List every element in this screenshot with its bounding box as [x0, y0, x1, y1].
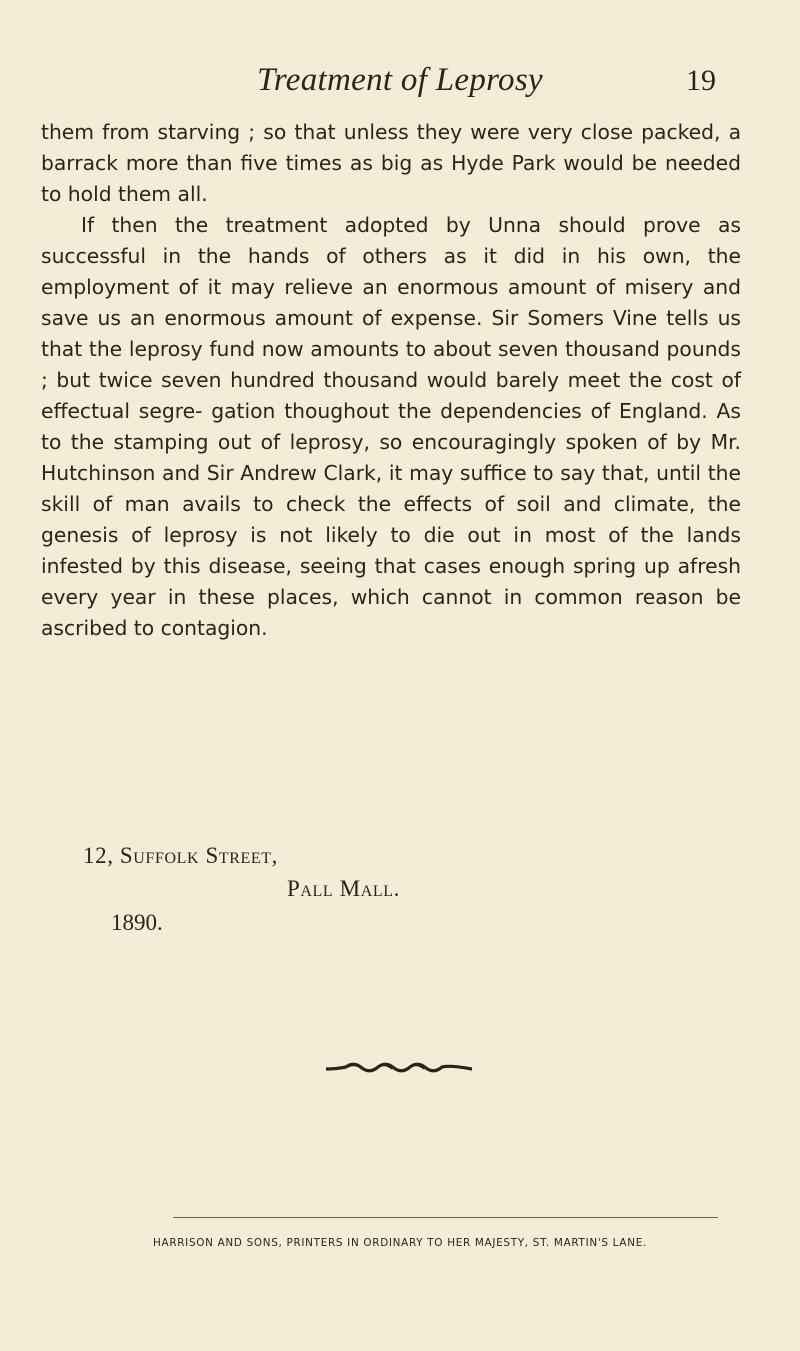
page-number: 19	[686, 64, 716, 97]
running-title: Treatment of Leprosy	[257, 62, 543, 98]
signature-year: 1890.	[111, 910, 163, 935]
running-head	[0, 62, 800, 102]
footer-rule	[173, 1217, 718, 1218]
ornament-rule-icon	[326, 1060, 472, 1079]
body-text	[41, 117, 741, 644]
paragraph-2: If then the treatment adopted by Unna should prove as successful in the hands of others as it did in his own, the employment of it may relieve an enormous amount of misery and save us an enormous amount of expense. Sir Somers Vine tells us that the leprosy fund now amounts to about seven thousand pounds ; but twice seven hundred thousand would barely meet the cost of effectual segre- gation thoughout the dependencies of England. As to the stamping out of leprosy, so encouragingly spoken of by Mr. Hutchinson and Sir Andrew Clark, it may suffice to say that, until the skill of man avails to check the effects of soil and climate, the genesis of leprosy is not likely to die out in most of the lands infested by this disease, seeing that cases enough spring up afresh every year in these places, which cannot in common reason be ascribed to contagion.	[41, 213, 741, 640]
paragraph-1: them from starving ; so that unless they were very close packed, a barrack more than five times as big as Hyde Park would be needed to hold them all.	[41, 120, 741, 206]
address-line-2: Pall Mall.	[287, 876, 400, 901]
address-line-1: 12, Suffolk Street,	[83, 843, 278, 868]
printer-imprint: HARRISON AND SONS, PRINTERS IN ORDINARY TO HER MAJESTY, ST. MARTIN'S LANE.	[153, 1237, 647, 1249]
